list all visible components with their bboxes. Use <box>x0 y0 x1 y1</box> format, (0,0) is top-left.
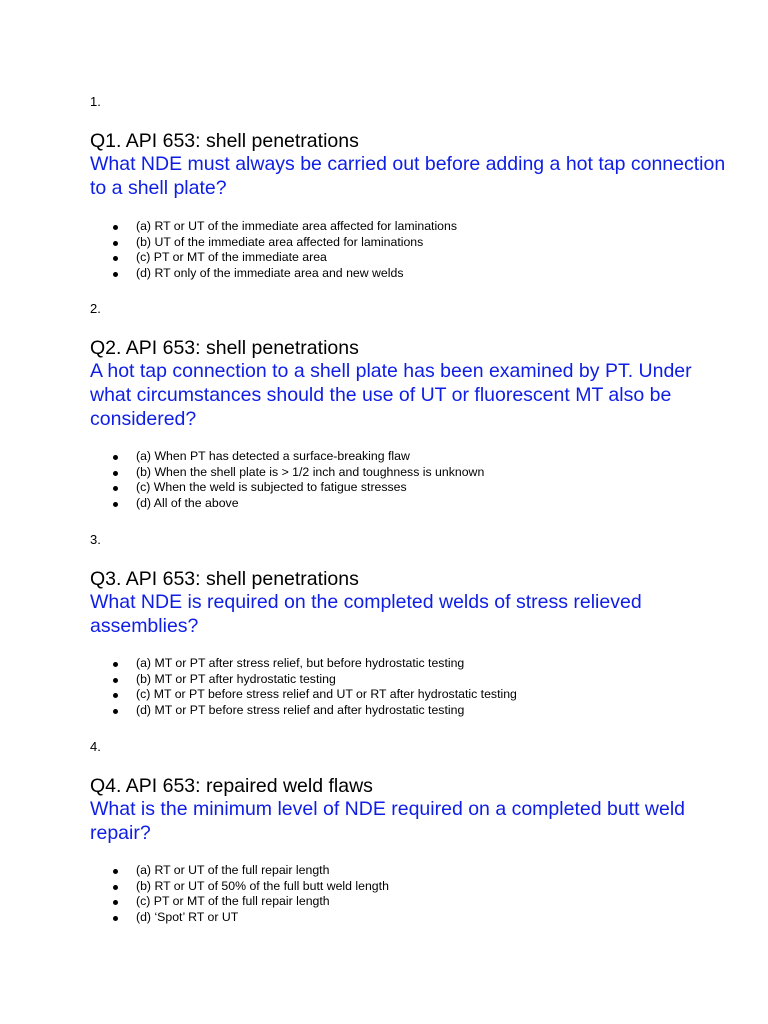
bullet-icon <box>113 486 118 491</box>
bullet-icon <box>113 662 118 667</box>
option-item <box>90 465 730 481</box>
option-item <box>90 879 730 895</box>
option-label: (c) PT or MT of the full repair length <box>136 894 330 909</box>
option-label: (b) RT or UT of 50% of the full butt weld length <box>136 878 389 893</box>
bullet-icon <box>113 471 118 476</box>
question-heading: Q1. API 653: shell penetrations <box>90 130 359 152</box>
option-label: (b) When the shell plate is > 1/2 inch and toughness is unknown <box>136 464 485 479</box>
question-heading: Q2. API 653: shell penetrations <box>90 337 359 359</box>
option-item <box>90 910 730 926</box>
option-item <box>90 219 730 235</box>
bullet-icon <box>113 869 118 874</box>
option-item <box>90 863 730 879</box>
bullet-icon <box>113 225 118 230</box>
question-text: A hot tap connection to a shell plate has been examined by PT. Under what circumstances should the use of UT or fluorescent MT also be considered? <box>90 360 692 430</box>
option-label: (d) ‘Spot’ RT or UT <box>136 909 239 924</box>
option-item <box>90 703 730 719</box>
question-number: 3. <box>90 532 101 547</box>
options-list <box>90 449 730 511</box>
option-label: (c) MT or PT before stress relief and UT or RT after hydrostatic testing <box>136 687 517 702</box>
question-block-1 <box>90 130 730 200</box>
option-label: (c) When the weld is subjected to fatigue stresses <box>136 480 407 495</box>
option-item <box>90 235 730 251</box>
option-item <box>90 894 730 910</box>
question-block-2 <box>90 337 730 431</box>
bullet-icon <box>113 885 118 890</box>
question-block-3 <box>90 568 730 638</box>
option-item <box>90 266 730 282</box>
option-label: (d) MT or PT before stress relief and after hydrostatic testing <box>136 702 465 717</box>
option-item <box>90 687 730 703</box>
bullet-icon <box>113 916 118 921</box>
question-number: 4. <box>90 739 101 754</box>
option-label: (c) PT or MT of the immediate area <box>136 250 327 265</box>
bullet-icon <box>113 693 118 698</box>
question-heading: Q3. API 653: shell penetrations <box>90 568 359 590</box>
bullet-icon <box>113 272 118 277</box>
option-label: (b) UT of the immediate area affected for laminations <box>136 234 424 249</box>
option-item <box>90 480 730 496</box>
options-list <box>90 219 730 281</box>
question-text: What NDE must always be carried out before adding a hot tap connection to a shell plate? <box>90 153 726 199</box>
bullet-icon <box>113 709 118 714</box>
options-list <box>90 863 730 925</box>
option-item <box>90 449 730 465</box>
question-number: 1. <box>90 94 101 109</box>
option-label: (a) MT or PT after stress relief, but before hydrostatic testing <box>136 656 465 670</box>
option-item <box>90 672 730 688</box>
option-label: (a) RT or UT of the full repair length <box>136 863 330 877</box>
question-text: What NDE is required on the completed welds of stress relieved assemblies? <box>90 591 642 637</box>
bullet-icon <box>113 900 118 905</box>
options-list <box>90 656 730 718</box>
option-label: (b) MT or PT after hydrostatic testing <box>136 671 336 686</box>
bullet-icon <box>113 241 118 246</box>
bullet-icon <box>113 455 118 460</box>
option-item <box>90 250 730 266</box>
question-number: 2. <box>90 301 101 316</box>
question-block-4 <box>90 775 730 845</box>
option-item <box>90 656 730 672</box>
bullet-icon <box>113 502 118 507</box>
bullet-icon <box>113 256 118 261</box>
bullet-icon <box>113 678 118 683</box>
option-item <box>90 496 730 512</box>
option-label: (a) When PT has detected a surface-breaking flaw <box>136 449 410 463</box>
option-label: (d) All of the above <box>136 495 239 510</box>
question-text: What is the minimum level of NDE required on a completed butt weld repair? <box>90 798 686 844</box>
option-label: (d) RT only of the immediate area and new welds <box>136 265 404 280</box>
question-heading: Q4. API 653: repaired weld flaws <box>90 775 373 797</box>
option-label: (a) RT or UT of the immediate area affected for laminations <box>136 219 458 233</box>
